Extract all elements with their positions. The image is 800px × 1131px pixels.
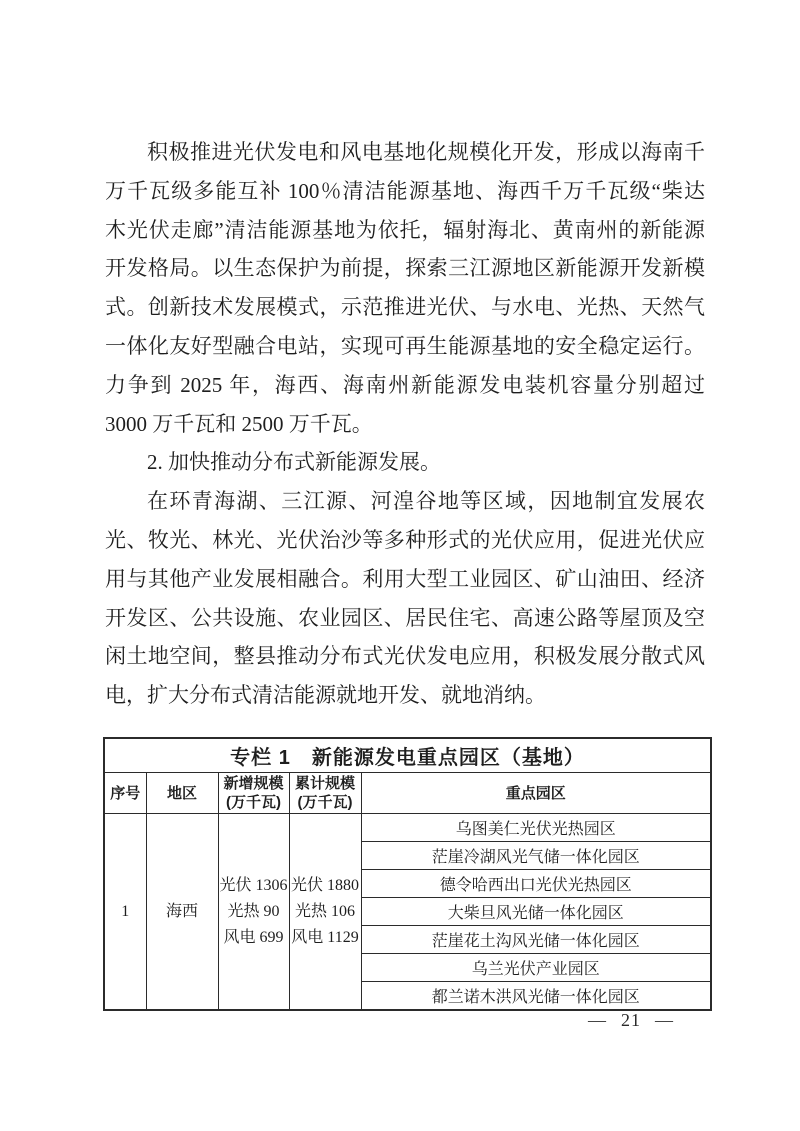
text-line: 3000 万千瓦和 2500 万千瓦。 — [105, 411, 373, 436]
text-line: 式。创新技术发展模式，示范推进光伏、与水电、光热、天然气 — [105, 295, 705, 320]
park-cell: 德令哈西出口光伏光热园区 — [361, 870, 711, 898]
text-line: 开发格局。以生态保护为前提，探索三江源地区新能源开发新模 — [105, 256, 705, 281]
table-row — [104, 814, 711, 842]
table-title-row — [104, 738, 711, 773]
page-footer — [588, 1007, 674, 1033]
footer-dash: — — [588, 1010, 607, 1030]
text-line: 万千瓦级多能互补 100％清洁能源基地、海西千万千瓦级“柴达 — [105, 178, 705, 203]
column-header-cumulative-capacity — [289, 773, 361, 814]
section-heading: 2. 加快推动分布式新能源发展。 — [147, 450, 441, 475]
footer-dash: — — [655, 1010, 674, 1030]
key-parks-table — [103, 737, 712, 1011]
row-index-cell: 1 — [104, 814, 146, 1011]
column-header-region: 地区 — [146, 773, 218, 814]
text-line: 力争到 2025 年，海西、海南州新能源发电装机容量分别超过 — [105, 372, 705, 397]
park-cell: 大柴旦风光储一体化园区 — [361, 898, 711, 926]
table-title: 专栏 1 新能源发电重点园区（基地） — [104, 738, 711, 773]
text-line: 积极推进光伏发电和风电基地化规模化开发，形成以海南千 — [147, 140, 705, 164]
text-line: 光、牧光、林光、光伏治沙等多种形式的光伏应用，促进光伏应 — [105, 527, 705, 552]
capacity-line: 光伏 1306 — [219, 876, 288, 894]
text-line: 闲土地空间，整县推动分布式光伏发电应用，积极发展分散式风 — [105, 644, 705, 669]
capacity-line: 光热 106 — [294, 902, 355, 920]
column-header-label: 累计规模 — [294, 775, 355, 792]
paragraph-2 — [105, 482, 705, 715]
text-line: 在环青海湖、三江源、河湟谷地等区域，因地制宜发展农 — [147, 489, 705, 514]
paragraph-1 — [105, 133, 705, 443]
park-cell: 乌图美仁光伏光热园区 — [361, 814, 711, 842]
column-header-label: 新增规模 — [223, 775, 284, 792]
column-header-unit: (万千瓦) — [226, 794, 281, 811]
capacity-line: 光热 90 — [227, 902, 280, 920]
table-header-row — [104, 773, 711, 814]
park-cell: 都兰诺木洪风光储一体化园区 — [361, 982, 711, 1011]
text-line: 一体化友好型融合电站，实现可再生能源基地的安全稳定运行。 — [105, 333, 705, 358]
park-cell: 茫崖花土沟风光储一体化园区 — [361, 926, 711, 954]
park-cell: 茫崖冷湖风光气储一体化园区 — [361, 842, 711, 870]
text-line: 开发区、公共设施、农业园区、居民住宅、高速公路等屋顶及空 — [105, 605, 705, 630]
region-cell: 海西 — [146, 814, 218, 1011]
column-header-new-capacity — [218, 773, 289, 814]
column-header-index: 序号 — [104, 773, 146, 814]
park-cell: 乌兰光伏产业园区 — [361, 954, 711, 982]
text-line: 用与其他产业发展相融合。利用大型工业园区、矿山油田、经济 — [105, 566, 705, 591]
body-text — [105, 133, 705, 715]
capacity-line: 光伏 1880 — [290, 876, 359, 894]
capacity-line: 风电 699 — [223, 928, 284, 946]
column-header-unit: (万千瓦) — [297, 794, 353, 811]
capacity-line: 风电 1129 — [291, 928, 359, 946]
column-header-parks: 重点园区 — [361, 773, 711, 814]
text-line: 电，扩大分布式清洁能源就地开发、就地消纳。 — [105, 683, 546, 708]
text-line: 木光伏走廊”清洁能源基地为依托，辐射海北、黄南州的新能源 — [105, 217, 705, 242]
page-number: 21 — [621, 1010, 641, 1030]
cumulative-capacity-cell — [289, 814, 361, 1011]
new-capacity-cell — [218, 814, 289, 1011]
